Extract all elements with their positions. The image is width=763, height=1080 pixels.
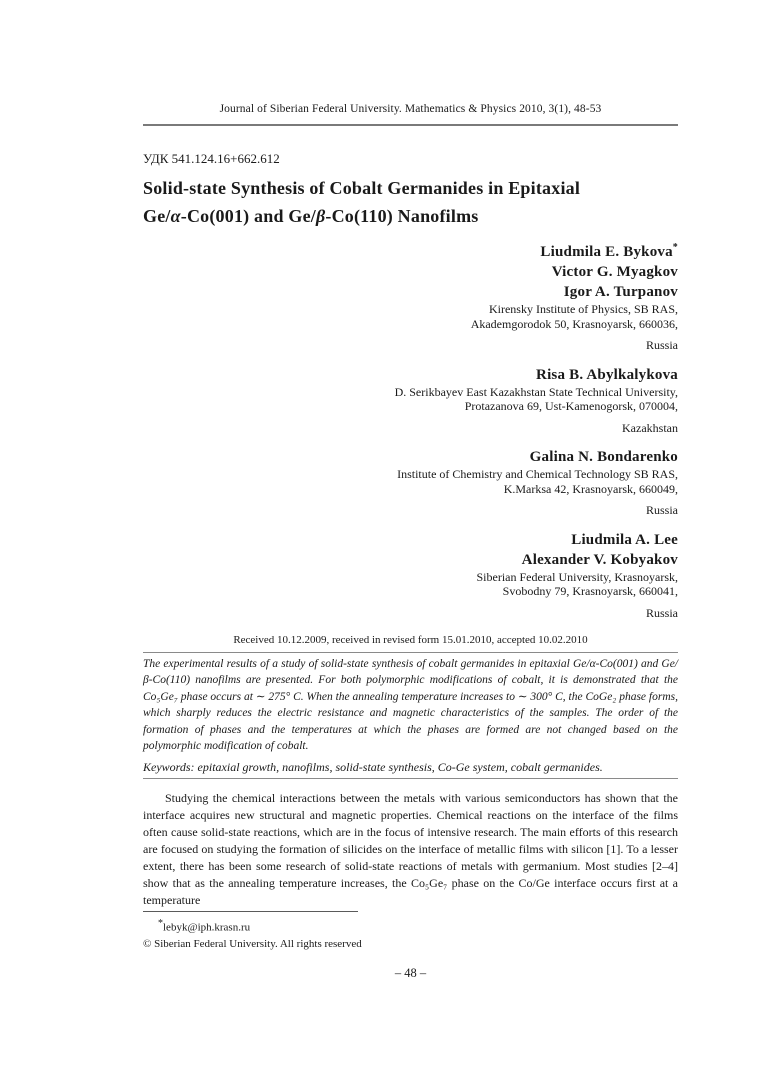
author-name: Risa B. Abylkalykova — [536, 366, 678, 383]
footnote-rule — [143, 911, 358, 912]
author-country: Russia — [645, 605, 678, 620]
author-affiliation-line: D. Serikbayev East Kazakhstan State Technical University, — [394, 384, 678, 399]
author-affiliation-line: Svobodny 79, Krasnoyarsk, 660041, — [502, 584, 678, 598]
body-paragraph: Studying the chemical interactions between the metals with various semiconductors has shown that the interface acquires new structural and magnetic properties. Chemical reactions on the interface of the films often cause solid-state reactions, which are in the focus of intensive research. The main efforts of this research are focused on studying the formation of silicides on the interface of metallic films with silicon [1]. To a lesser extent, there has been some research of solid-state reactions of metals with germanium. Most studies [2–4] show that as the annealing temperature increases, the Co₅Ge₇ phase on the Co/Ge interface occurs first at a temperature — [143, 791, 678, 907]
author-name: Liudmila A. Lee — [571, 531, 678, 548]
author-affiliation-line: Institute of Chemistry and Chemical Technology SB RAS, — [397, 467, 678, 481]
title-line-2 — [143, 202, 678, 230]
footnote-block — [143, 916, 678, 953]
udc-line: УДК 541.124.16+662.612 — [143, 151, 280, 166]
author-affiliation-line: Akademgorodok 50, Krasnoyarsk, 660036, — [470, 316, 678, 331]
greek-beta: β — [315, 206, 326, 226]
footnote-marker: * — [672, 242, 678, 253]
title-fragment: -Co(001) and Ge/ — [180, 206, 316, 226]
author-affiliation-line: Siberian Federal University, Krasnoyarsk, — [476, 569, 678, 584]
abstract-divider-top — [143, 652, 678, 653]
title-line-1: Solid-state Synthesis of Cobalt Germanides in Epitaxial — [143, 178, 581, 198]
author-name — [143, 238, 678, 262]
author-affiliation-line: Kirensky Institute of Physics, SB RAS, — [488, 302, 678, 316]
keywords-line: Keywords: epitaxial growth, nanofilms, solid-state synthesis, Co-Ge system, cobalt germanides. — [143, 760, 603, 774]
page-number: – 48 – — [394, 966, 427, 980]
author-group — [143, 238, 678, 353]
footnote-email-line — [143, 916, 678, 936]
greek-alpha: α — [170, 206, 181, 226]
footnote-marker: * — [158, 918, 163, 929]
title-fragment: -Co(110) Nanofilms — [325, 206, 479, 226]
footnote-email: lebyk@iph.krasn.ru — [163, 921, 251, 934]
authors-section — [143, 238, 678, 632]
author-group — [143, 447, 678, 518]
author-name: Galina N. Bondarenko — [529, 449, 678, 465]
author-country: Russia — [645, 338, 678, 352]
journal-running-head: Journal of Siberian Federal University. Mathematics & Physics 2010, 3(1), 48-53 — [219, 103, 602, 115]
article-title — [143, 174, 678, 230]
author-country: Kazakhstan — [622, 420, 678, 435]
author-name: Alexander V. Kobyakov — [521, 551, 678, 568]
author-affiliation-line: Protazanova 69, Ust-Kamenogorsk, 070004, — [464, 399, 678, 413]
author-name: Victor G. Myagkov — [551, 264, 678, 280]
title-fragment: Ge/ — [143, 206, 171, 226]
author-name: Igor A. Turpanov — [563, 284, 678, 300]
author-affiliation-line: K.Marksa 42, Krasnoyarsk, 660049, — [503, 481, 678, 496]
author-name-text: Liudmila E. Bykova — [540, 244, 673, 260]
author-group — [143, 365, 678, 436]
header-divider — [143, 124, 678, 126]
copyright-line: © Siberian Federal University. All rights reserved — [143, 938, 362, 951]
abstract-divider-bottom — [143, 778, 678, 779]
abstract-text: The experimental results of a study of solid-state synthesis of cobalt germanides in epitaxial Ge/α-Co(001) and Ge/β-Co(110) nanofilms are presented. For both polymorphic modifications of cobalt, it is demonstrated that the Co₅Ge₇ phase occurs at ∼ 275° C. When the annealing temperature increases to ∼ 300° C, the CoGe₂ phase forms, which sharply reduces the electric resistance and magnetic characteristics of the samples. The order of the formation of phases and the temperatures at which the phases are formed are not changed based on the polymorphic modification of cobalt. — [143, 658, 678, 753]
author-country: Russia — [645, 503, 678, 517]
author-group — [143, 530, 678, 621]
received-dates-line: Received 10.12.2009, received in revised form 15.01.2010, accepted 10.02.2010 — [233, 634, 588, 646]
